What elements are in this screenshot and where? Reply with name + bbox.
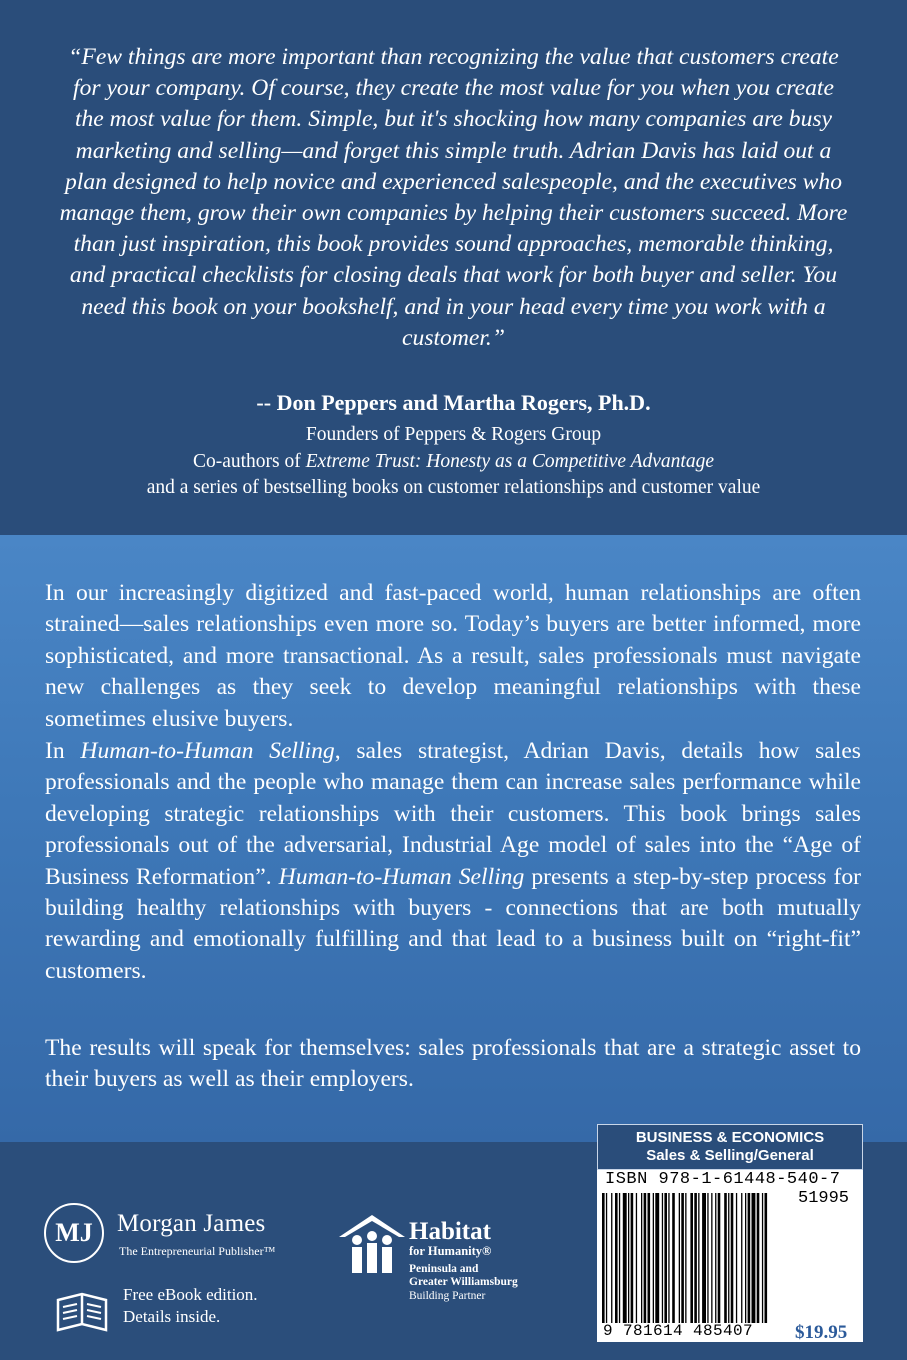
author-credential-2	[0, 451, 907, 473]
barcode-bar	[728, 1193, 729, 1323]
barcode-bar	[628, 1193, 629, 1323]
habitat-name: Habitat	[409, 1218, 491, 1245]
description-paragraph-3: The results will speak for themselves: sales professionals that are a strategic asset to their buyers as well as their employers.	[45, 1035, 861, 1093]
barcode-bar	[668, 1193, 669, 1323]
barcode-bar	[623, 1193, 627, 1323]
isbn-text: ISBN 978-1-61448-540-7	[605, 1170, 841, 1189]
barcode-bar	[655, 1193, 659, 1323]
barcode-bar	[636, 1193, 637, 1323]
barcode-bar	[724, 1193, 727, 1323]
barcode-bar	[694, 1193, 697, 1323]
barcode-bar	[672, 1193, 675, 1323]
barcode-bar	[685, 1193, 686, 1323]
description-paragraph-1: In our increasingly digitized and fast-paced world, human relationships are often strained—sales relationships even more so. Today’s buyers are better informed, more sophisticated, and more transactional. As a result, sales professionals must navigate new challenges as they seek to develop meaningful relationships with these sometimes elusive buyers.	[45, 580, 861, 732]
barcode-bar	[648, 1193, 651, 1323]
barcode-bar	[702, 1193, 706, 1323]
habitat-chapter-1: Peninsula and	[409, 1263, 479, 1275]
ebook-icon	[52, 1288, 112, 1338]
barcode-bar	[715, 1193, 716, 1323]
ebook-line-1: Free eBook edition.	[123, 1285, 258, 1304]
barcode-bar	[644, 1193, 647, 1323]
testimonial-section	[0, 0, 907, 535]
barcode-bar	[748, 1193, 751, 1323]
ebook-offer	[123, 1284, 258, 1328]
barcode-bar	[741, 1193, 742, 1323]
p2-book-title-1: Human-to-Human Selling	[80, 738, 335, 764]
barcode-bar	[745, 1193, 746, 1323]
testimonial-quote: “Few things are more important than recognizing the value that customers create for your company. Of course, they create the most value for you when you create the most value for them. Simple, but it's shocking how many companies are busy marketing and selling—and forget this simple truth. Adrian Davis has laid out a plan designed to help novice and experienced salespeople, and the executives who manage them, grow their own companies by helping their customers succeed. More than just inspiration, this book provides sound approaches, memorable thinking, and practical checklists for closing deals that work for both buyer and seller. You need this book on your bookshelf, and in your head every time you work with a customer.”	[59, 44, 848, 351]
barcode-bar	[602, 1193, 605, 1323]
barcode-bar	[681, 1193, 684, 1323]
barcode-bar	[707, 1193, 708, 1323]
barcode-bar	[718, 1193, 721, 1323]
book-price: $19.95	[795, 1322, 848, 1343]
ean-number: 9 781614 485407	[603, 1322, 754, 1340]
bisac-category-1: BUSINESS & ECONOMICS	[635, 1129, 825, 1146]
price-code: 51995	[798, 1189, 850, 1208]
barcode-bar	[690, 1193, 693, 1323]
barcode-bar	[765, 1193, 768, 1323]
ebook-line-2: Details inside.	[123, 1307, 221, 1326]
bisac-category-box	[597, 1124, 863, 1170]
barcode-bar	[641, 1193, 642, 1323]
barcode-bar	[606, 1193, 607, 1323]
testimonial-author: -- Don Peppers and Martha Rogers, Ph.D.	[256, 390, 651, 415]
barcode-bar	[611, 1193, 612, 1323]
publisher-tagline: The Entrepreneurial Publisher™	[119, 1244, 276, 1258]
bisac-category-2: Sales & Selling/General	[646, 1147, 814, 1164]
habitat-house-icon	[337, 1213, 407, 1275]
barcode-bar	[736, 1193, 737, 1323]
barcode-bars	[602, 1193, 857, 1323]
barcode-bar	[757, 1193, 760, 1323]
barcode-bar	[752, 1193, 756, 1323]
p2-text-a: In	[45, 738, 81, 764]
book-title-extreme-trust: Extreme Trust: Honesty as a Competitive Advantage	[305, 451, 714, 472]
habitat-chapter-2: Greater Williamsburg	[409, 1276, 518, 1288]
barcode-bar	[711, 1193, 712, 1323]
p2-text-c: presents a step-by-step process for building healthy relationships with buyers - connections that are both mutually rewarding and emotionally fulfilling and that lead to a business built on “right-fit” customers.	[45, 863, 861, 984]
morgan-james-logo: MJ	[44, 1203, 104, 1263]
author-credential-1: Founders of Peppers & Rogers Group	[305, 424, 602, 445]
p2-book-title-2: Human-to-Human Selling	[278, 863, 525, 890]
barcode-bar	[615, 1193, 618, 1323]
book-description	[0, 535, 907, 1142]
barcode-bar	[731, 1193, 734, 1323]
barcode-bar	[679, 1193, 680, 1323]
barcode-bar	[662, 1193, 663, 1323]
barcode-bar	[619, 1193, 620, 1323]
description-paragraph-2	[45, 736, 861, 987]
barcode-bar	[653, 1193, 654, 1323]
credential-prefix: Co-authors of	[192, 451, 306, 472]
publisher-name: Morgan James	[117, 1210, 266, 1237]
author-credential-3: and a series of bestselling books on customer relationships and customer value	[146, 477, 761, 498]
habitat-partner: Building Partner	[409, 1290, 486, 1302]
barcode-bar	[762, 1193, 763, 1323]
habitat-subtitle: for Humanity®	[409, 1244, 492, 1258]
barcode-bar	[698, 1193, 699, 1323]
barcode-bar	[631, 1193, 634, 1323]
p2-text-b: , sales strategist, Adrian Davis, details how sales professionals and the people who manage them can increase sales performance while developing strategic relationships with their customers. This book brings sales professionals out of the adversarial, Industrial Age model of sales into the “Age of Business Reformation”.	[45, 738, 861, 890]
barcode-bar	[664, 1193, 667, 1323]
